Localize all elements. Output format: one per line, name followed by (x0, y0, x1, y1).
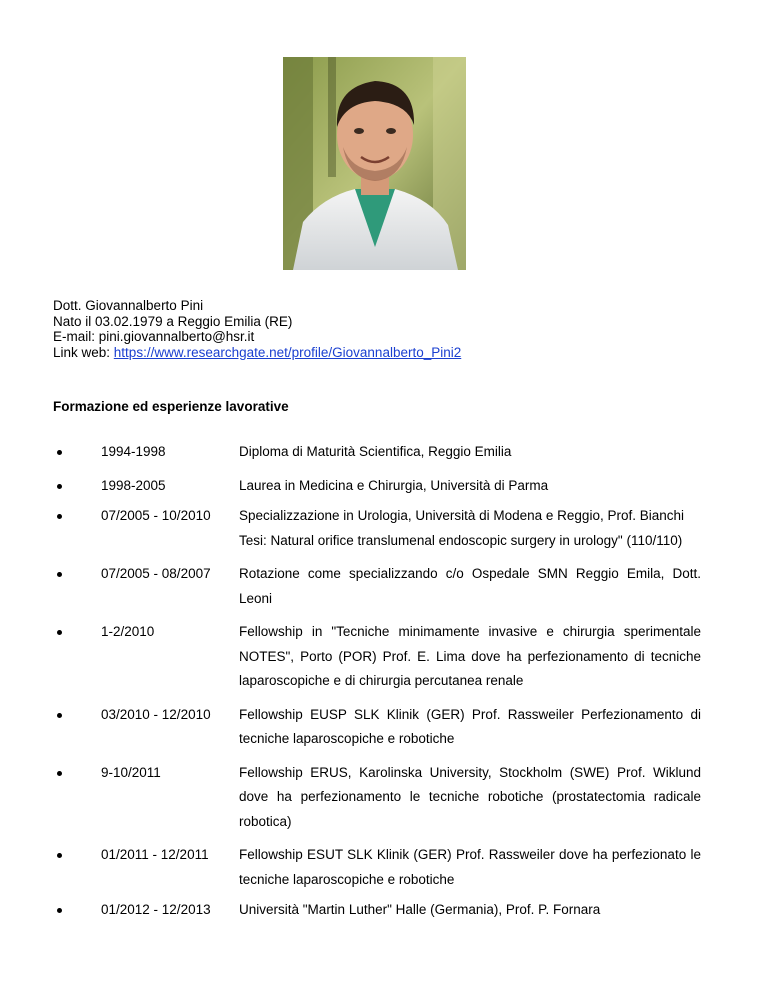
list-item (53, 440, 701, 465)
entry-description: Fellowship in "Tecniche minimamente invasive e chirurgia sperimentale NOTES", Porto (POR) Prof. E. Lima dove ha perfezionamento di tecniche laparoscopiche e di chirurgia percutanea renale (239, 624, 701, 688)
list-item (53, 620, 701, 694)
list-item (53, 898, 701, 923)
entry-description: Laurea in Medicina e Chirurgia, Università di Parma (239, 477, 549, 493)
entry-date: 9-10/2011 (101, 764, 161, 780)
entry-description: Fellowship ESUT SLK Klinik (GER) Prof. Rassweiler dove ha perfezionato le tecniche laparoscopiche e robotiche (239, 847, 701, 887)
entry-date: 07/2005 - 08/2007 (101, 566, 211, 581)
birth-info: Nato il 03.02.1979 a Reggio Emilia (RE) (53, 313, 293, 329)
list-item (53, 703, 701, 752)
entry-description: Fellowship ERUS, Karolinska University, Stockholm (SWE) Prof. Wiklund dove ha perfezionamento le tecniche robotiche (prostatectomia radicale robotica) (239, 764, 701, 829)
entry-description: Fellowship EUSP SLK Klinik (GER) Prof. Rassweiler Perfezionamento di tecniche laparoscopiche e robotiche (239, 706, 701, 746)
entry-date: 1994-1998 (101, 444, 166, 459)
entry-date: 1-2/2010 (101, 624, 155, 639)
web-link-line (53, 345, 461, 361)
entry-date: 03/2010 - 12/2010 (101, 706, 211, 722)
list-item (53, 761, 701, 835)
personal-info (53, 298, 461, 360)
experience-list (53, 440, 701, 923)
entry-date: 1998-2005 (101, 477, 166, 493)
portrait-image (283, 57, 466, 270)
entry-description: Specializzazione in Urologia, Università di Modena e Reggio, Prof. Bianchi Tesi: Natural orifice translumenal endoscopic surgery in urology" (110/110) (239, 508, 684, 548)
entry-date: 07/2005 - 10/2010 (101, 508, 211, 523)
section-title: Formazione ed esperienze lavorative (53, 399, 289, 414)
email-line: E-mail: pini.giovannalberto@hsr.it (53, 329, 255, 344)
entry-description: Università "Martin Luther" Halle (Germania), Prof. P. Fornara (239, 902, 601, 917)
list-item (53, 474, 701, 499)
entry-date: 01/2012 - 12/2013 (101, 902, 211, 917)
profile-photo (283, 57, 466, 270)
web-link-label: Link web: (53, 344, 114, 360)
list-item (53, 562, 701, 611)
entry-date: 01/2011 - 12/2011 (101, 847, 209, 862)
researchgate-link[interactable]: https://www.researchgate.net/profile/Giovannalberto_Pini2 (113, 344, 462, 360)
list-item (53, 843, 701, 892)
person-name: Dott. Giovannalberto Pini (53, 298, 204, 313)
list-item (53, 504, 701, 553)
entry-description: Diploma di Maturità Scientifica, Reggio Emilia (239, 444, 512, 459)
entry-description: Rotazione come specializzando c/o Ospedale SMN Reggio Emila, Dott. Leoni (239, 566, 701, 606)
